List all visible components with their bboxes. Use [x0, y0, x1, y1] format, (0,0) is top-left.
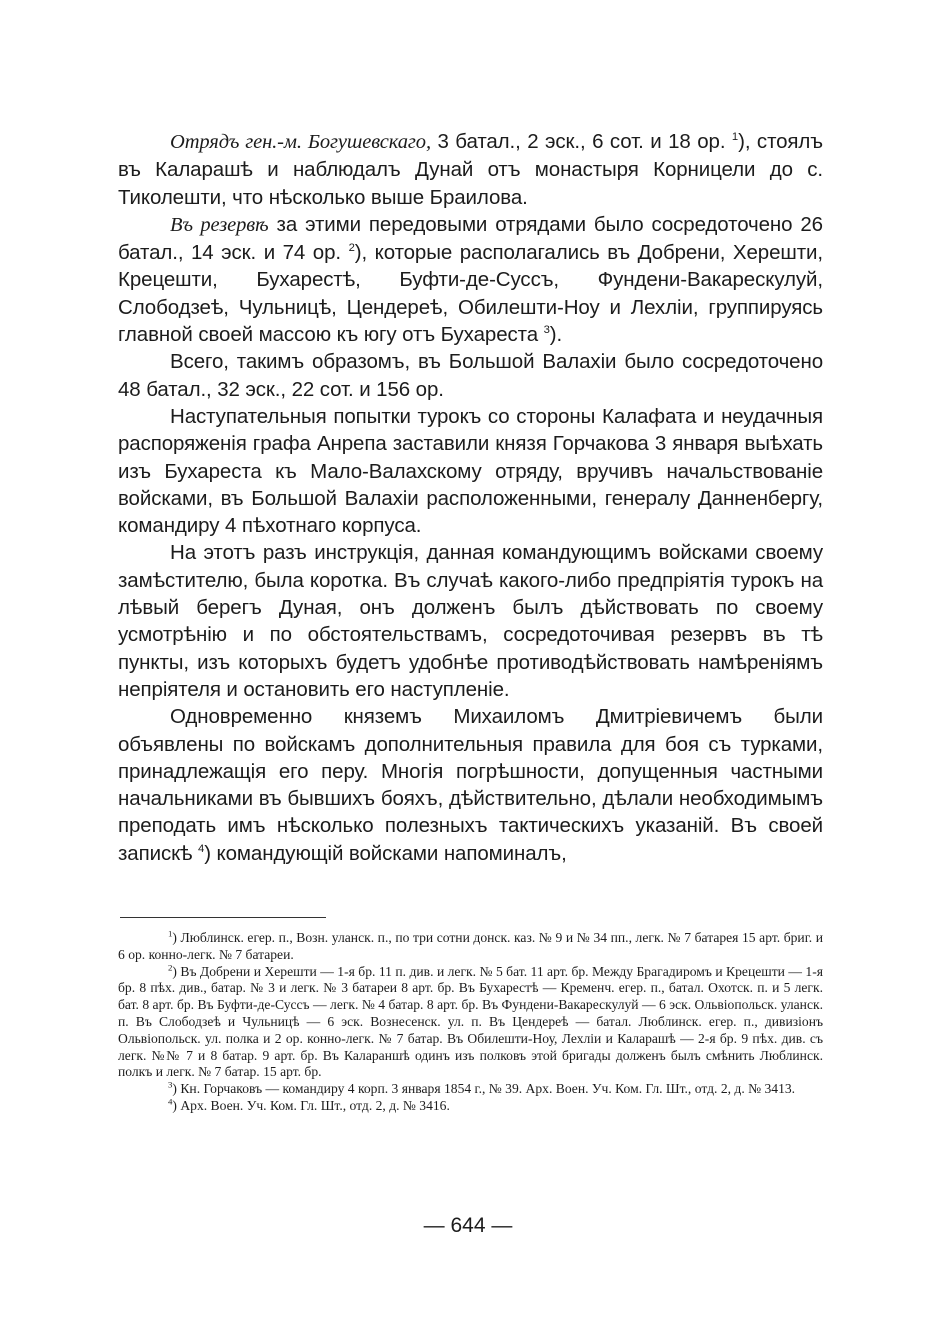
text-run: Всего, такимъ образомъ, въ Большой Валахіи было сосредоточено 48 батал., 32 эск., 22 сот. и 156 ор. [118, 350, 823, 401]
paragraph-lead: Отрядъ ген.-м. Богушевскаго, [170, 131, 431, 153]
paragraph [118, 403, 823, 539]
paragraph [118, 703, 823, 867]
footnote [118, 1081, 823, 1098]
footnotes [118, 930, 823, 1115]
main-text [118, 120, 823, 867]
paragraph [118, 211, 823, 348]
paragraph [118, 539, 823, 703]
footnote-marker: 3 [168, 1079, 173, 1090]
footnote-text: ) Люблинск. егер. п., Возн. уланск. п., по три сотни донск. каз. № 9 и № 34 пп., легк. № 7 батарея 15 арт. бриг. и 6 ор. конно-легк. № 7 батареи. [118, 930, 823, 962]
text-run: ) командующій войсками напоминалъ, [204, 841, 567, 865]
footnote-ref: 2 [348, 242, 355, 255]
footnote-text: ) Кн. Горчаковъ — командиру 4 корп. 3 января 1854 г., № 39. Арх. Воен. Уч. Ком. Гл. Шт., отд. 2, д. № 3413. [172, 1081, 796, 1097]
text-run: На этотъ разъ инструкція, данная командующимъ войсками своему замѣстителю, была коротка. Въ случаѣ какого-либо предпріятія турокъ на лѣвый берегъ Дуная, онъ долженъ былъ дѣйствовать по своему усмотрѣнію и по обстоятельствамъ, сосредоточивая резервъ въ тѣ пункты, изъ которыхъ будетъ удобнѣе противодѣйствовать намѣреніямъ непріятеля и остановить его наступленіе. [118, 541, 823, 701]
text-run: ), стоялъ въ Каларашѣ и наблюдалъ Дунай отъ монастыря Корницели до с. Тиколешти, что нѣсколько выше Браилова. [118, 130, 824, 209]
footnote [118, 964, 823, 1082]
footnote-text: ) Въ Добрени и Херешти — 1-я бр. 11 п. див. и легк. № 5 бат. 11 арт. бр. Между Брагадиромъ и Крецешти — 1-я бр. 8 пѣх. див., батар. № 3 и легк. № 3 батареи 8 арт. бр. Въ Бухарестѣ — Кременч. егер. п., батал. Охотск. п. и 5 легк. бат. 8 арт. бр. Въ Буфти-де-Суссъ — легк. № 4 батар. 8 арт. бр. Въ Фундени-Вакарескулуй — 6 эск. Ольвіопольск. уланск. п. Въ Слободзеѣ и Чульницѣ — 6 эск. Вознесенск. ул. п. Въ Цендереѣ — батал. Люблинск. егер. п., дивизіонъ Ольвіопольск. ул. полка и 2 ор. конно-легк. № 7 батар. Въ Обилешти-Ноу, Лехліи и Каларашѣ — 2-я бр. 9 пѣх. див. съ легк. №№ 7 и 8 батар. 9 арт. бр. Въ Калараншѣ одинъ изъ полковъ этой бригады долженъ былъ смѣнить Люблинск. полкъ и легк. № 7 батар. 15 арт. бр. [118, 963, 823, 1080]
text-run: Одновременно княземъ Михаиломъ Дмитріевичемъ были объявлены по войскамъ дополнительныя правила для боя съ турками, принадлежащія его перу. Многія погрѣшности, допущенныя частными начальниками въ бывшихъ бояхъ, дѣйствительно, дѣлали необходимымъ преподать имъ нѣсколько полезныхъ тактическихъ указаній. Въ своей запискѣ [118, 705, 823, 865]
footnote-marker: 1 [168, 928, 173, 939]
footnote-ref: 1 [731, 131, 739, 144]
footnote-marker: 4 [168, 1096, 173, 1107]
paragraph [118, 128, 823, 211]
paragraph [118, 348, 823, 403]
footnote-separator [120, 917, 326, 918]
text-run: Наступательныя попытки турокъ со стороны Калафата и неудачныя распоряженія графа Анрепа заставили князя Горчакова 3 января выѣхать изъ Бухареста къ Мало-Валахскому отряду, вручивъ начальствованіе войсками, въ Большой Валахіи расположенными, генералу Данненбергу, командиру 4 пѣхотнаго корпуса. [118, 404, 823, 538]
footnote-marker: 2 [168, 962, 173, 973]
footnote-ref: 4 [198, 842, 205, 855]
footnote [118, 1098, 823, 1115]
text-run: за этими передовыми отрядами было сосредоточено 26 батал., 14 эск. и 74 ор. [118, 212, 823, 265]
page-number: — 644 — [423, 1214, 513, 1237]
text-run: ), которые располагались въ Добрени, Херешти, Крецешти, Бухарестѣ, Буфти-де-Суссъ, Фундени-Вакарескулуй, Слободзеѣ, Чульницѣ, Цендереѣ, Обилешти-Ноу и Лехліи, группируясь главной своей массою къ югу отъ Бухареста [118, 241, 823, 347]
paragraph-lead: Въ резервѣ [170, 213, 269, 236]
footnote-text: ) Арх. Воен. Уч. Ком. Гл. Шт., отд. 2, д. № 3416. [172, 1097, 450, 1113]
text-run: ). [549, 323, 563, 347]
footnote [118, 930, 823, 964]
footnote-ref: 3 [543, 324, 550, 337]
text-run: 3 батал., 2 эск., 6 сот. и 18 ор. [431, 130, 732, 153]
